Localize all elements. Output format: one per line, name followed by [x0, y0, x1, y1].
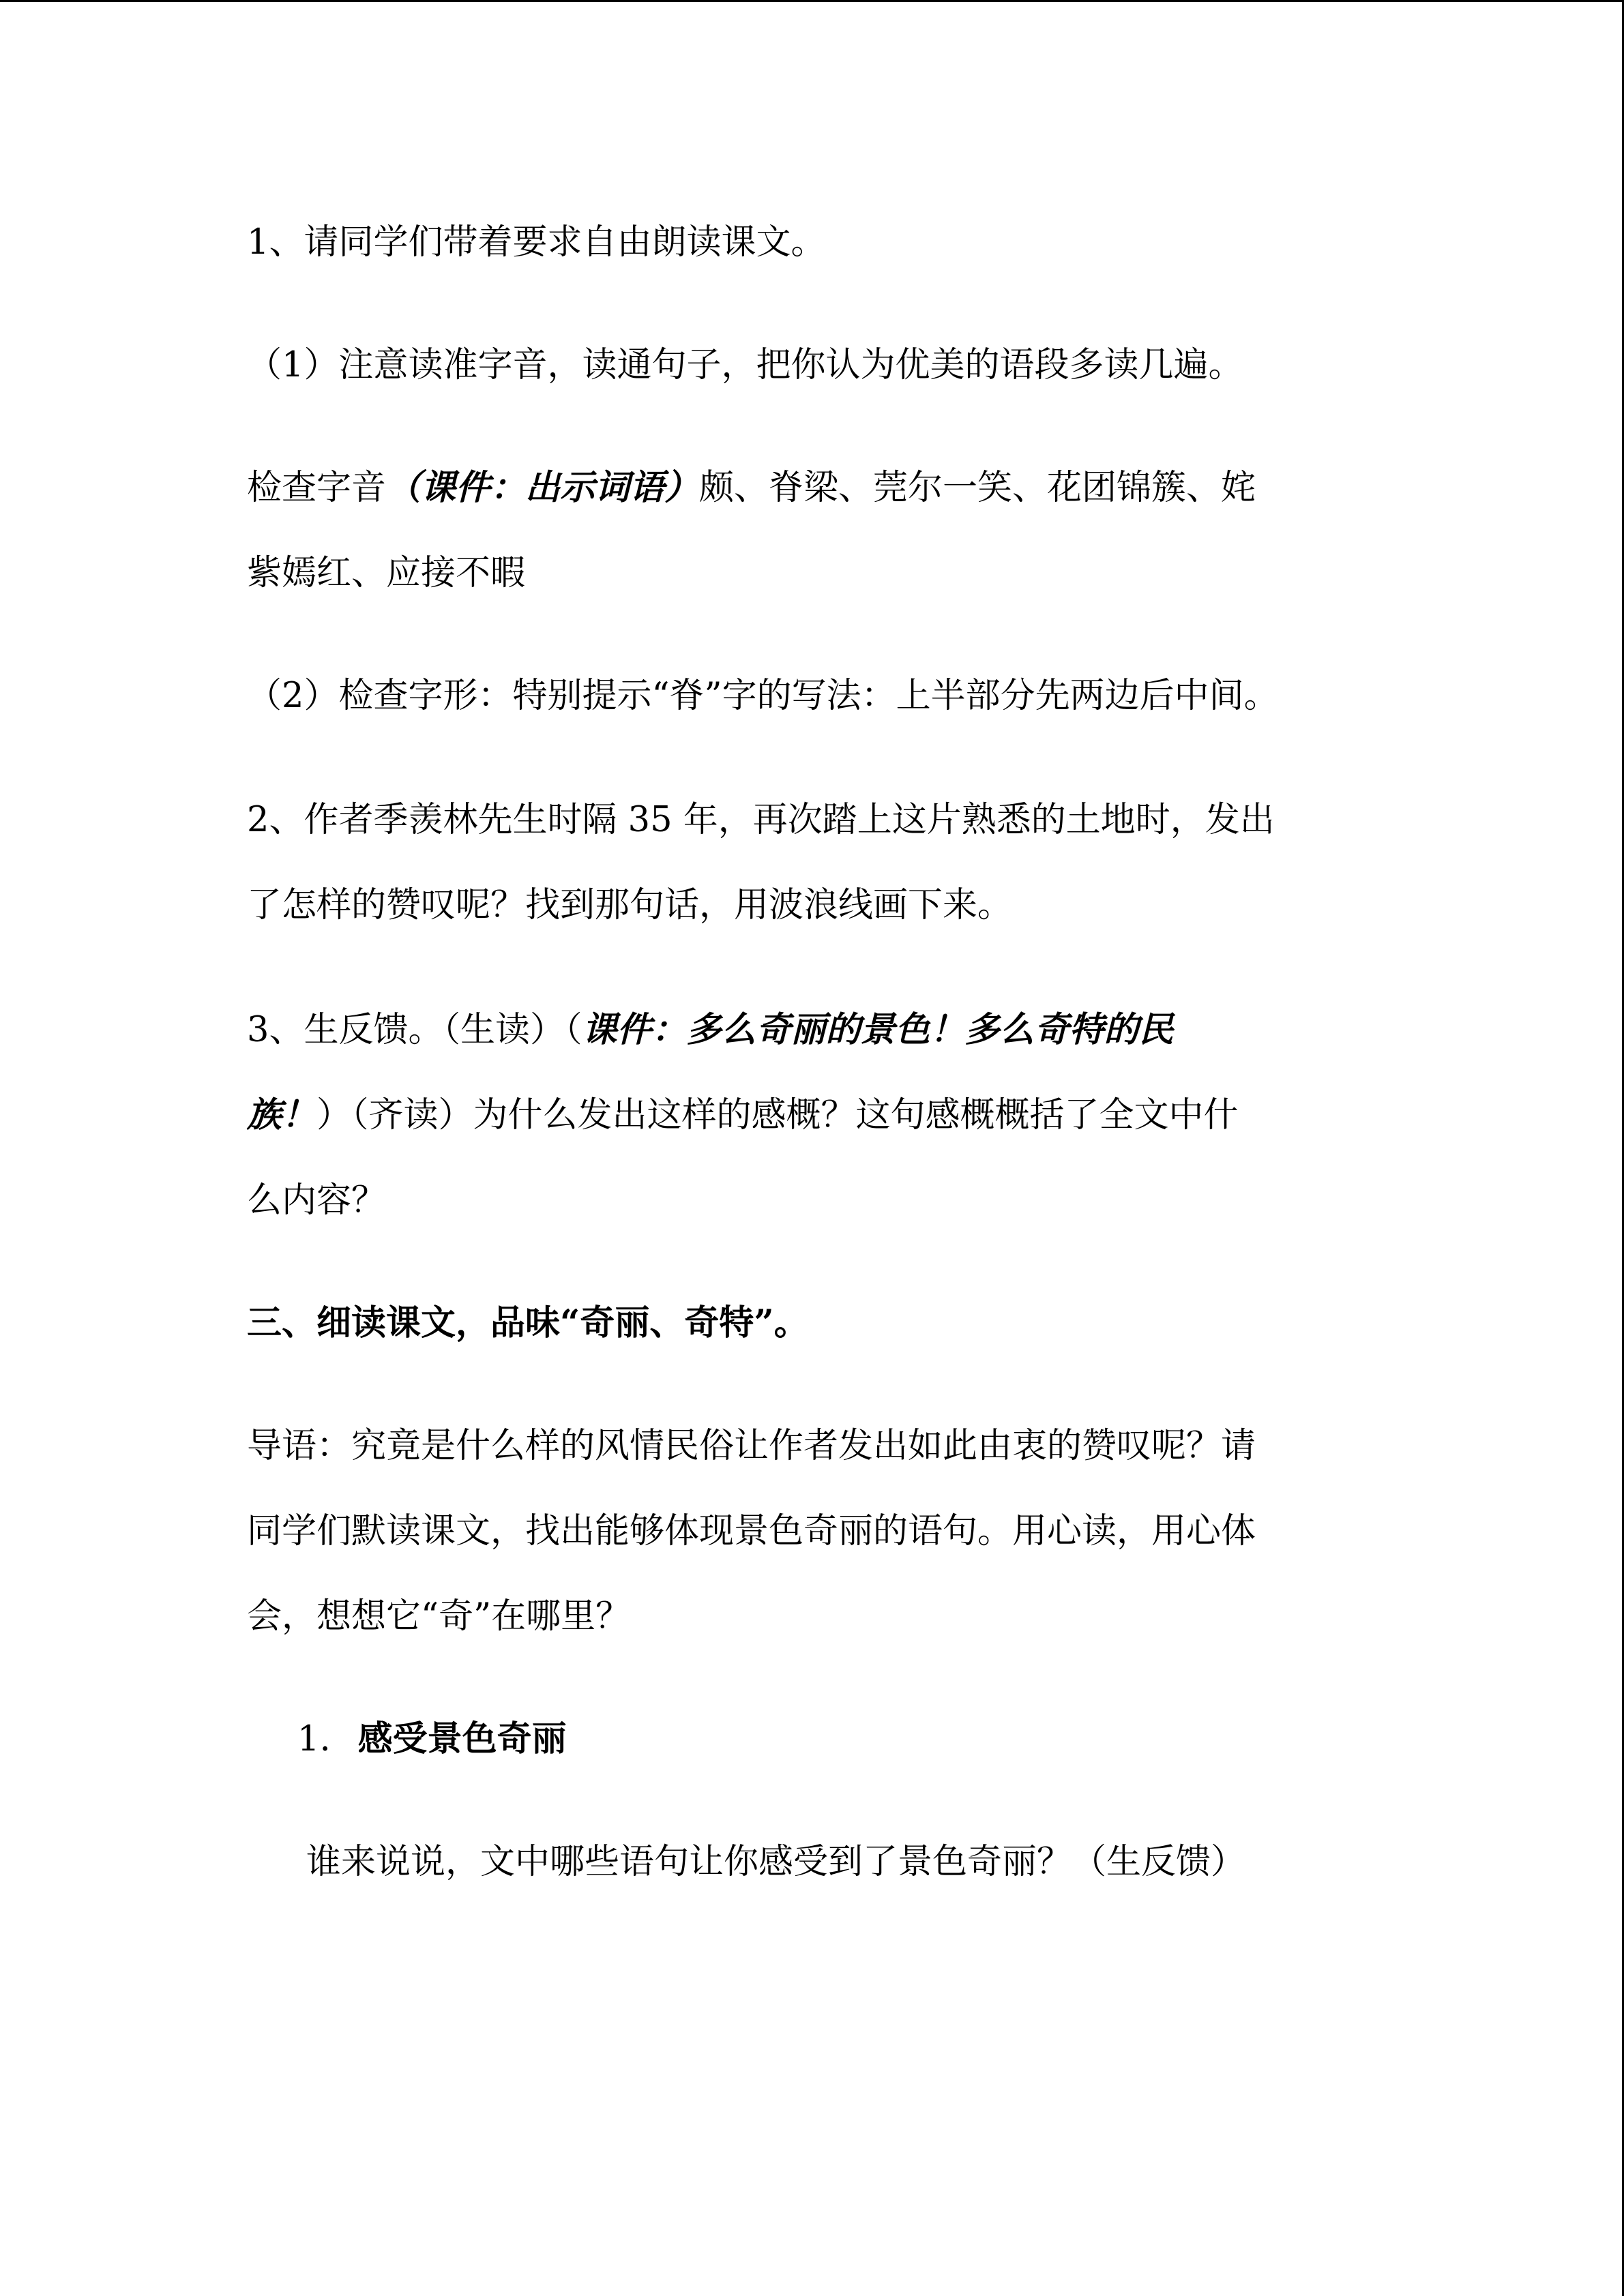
- subheading-text: 感受景色奇丽: [357, 1718, 567, 1759]
- paragraph-text: 么内容？: [247, 1180, 387, 1221]
- paragraph-author-exclaim: [247, 777, 1365, 948]
- courseware-note: （课件：出示词语）: [386, 467, 700, 508]
- paragraph-student-feedback: [247, 987, 1365, 1243]
- list-number: 1.: [297, 1719, 331, 1759]
- paragraph-text: 3、生反馈。（生读）（: [247, 1010, 582, 1050]
- paragraph-check-glyph: [247, 653, 1365, 739]
- paragraph-check-pronunciation: [247, 445, 1365, 616]
- paragraph-text: 检查字音: [247, 468, 387, 508]
- courseware-note: 课件：多么奇丽的景色！多么奇特的民: [582, 1009, 1174, 1050]
- paragraph-who-speaks: [306, 1819, 1425, 1905]
- paragraph-text: 1、请同学们带着要求自由朗读课文。: [247, 222, 826, 263]
- paragraph-text: ）（齐读）为什么发出这样的感概？这句感概概括了全文中什: [316, 1095, 1239, 1135]
- paragraph-text: （1）注意读准字音，读通句子，把你认为优美的语段多读几遍。: [247, 345, 1243, 385]
- section-heading-detailed-reading: [247, 1281, 1365, 1366]
- paragraph-text: 导语：究竟是什么样的风情民俗让作者发出如此由衷的赞叹呢？请: [247, 1426, 1256, 1466]
- paragraph-text: 了怎样的赞叹呢？找到那句话，用波浪线画下来。: [247, 885, 1013, 925]
- paragraph-read-aloud: [247, 200, 1365, 285]
- paragraph-text: 同学们默读课文，找出能够体现景色奇丽的语句。用心读，用心体: [247, 1511, 1256, 1551]
- subheading-scenery: [297, 1697, 1416, 1782]
- paragraph-text: 紫嫣红、应接不暇: [247, 553, 526, 593]
- paragraph-lead-in: [247, 1403, 1365, 1659]
- courseware-note: 族！: [247, 1094, 317, 1135]
- paragraph-text: （2）检查字形：特别提示“脊”字的写法：上半部分先两边后中间。: [247, 676, 1279, 716]
- paragraph-text: 会，想想它“奇”在哪里？: [247, 1596, 631, 1637]
- paragraph-pronunciation: [247, 323, 1365, 408]
- heading-text: 三、细读课文，品味“奇丽、奇特”。: [247, 1302, 809, 1343]
- paragraph-text: 2、作者季羡林先生时隔 35 年，再次踏上这片熟悉的土地时，发出: [247, 800, 1275, 840]
- paragraph-text: 谁来说说，文中哪些语句让你感受到了景色奇丽？（生反馈）: [306, 1842, 1246, 1882]
- paragraph-text: 颇、脊梁、莞尔一笑、花团锦簇、姹: [699, 468, 1256, 508]
